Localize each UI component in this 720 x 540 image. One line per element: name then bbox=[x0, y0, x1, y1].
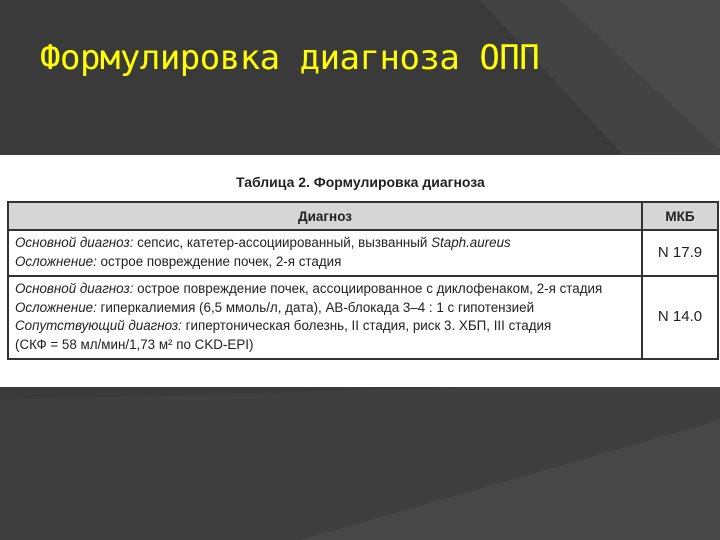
slide-title: Формулировка диагноза ОПП bbox=[40, 38, 540, 78]
table-row bbox=[8, 230, 718, 276]
header-diagnosis: Диагноз bbox=[8, 202, 642, 230]
header-code: МКБ bbox=[642, 202, 718, 230]
line-label: Осложнение: bbox=[15, 253, 97, 269]
line-label: Основной диагноз: bbox=[15, 281, 134, 296]
line-label: Осложнение: bbox=[15, 299, 97, 315]
diagnosis-cell bbox=[8, 276, 642, 359]
line-text: гиперкалиемия (6,5 ммоль/л, дата), АВ-блокада 3–4 : 1 с гипотензией bbox=[96, 299, 535, 315]
table-header-row bbox=[8, 202, 718, 230]
diagnosis-line bbox=[15, 253, 635, 272]
line-text: острое повреждение почек, 2-я стадия bbox=[96, 253, 342, 269]
table-panel bbox=[0, 155, 720, 387]
table-row bbox=[8, 276, 718, 359]
table-caption: Таблица 2. Формулировка диагноза bbox=[236, 174, 485, 190]
diagnosis-cell bbox=[8, 230, 642, 276]
icd-code-cell: N 17.9 bbox=[642, 230, 718, 276]
line-text: (СКФ = 58 мл/мин/1,73 м² по CKD-EPI) bbox=[15, 336, 254, 352]
line-text: острое повреждение почек, ассоциированное с диклофенаком, 2-я стадия bbox=[133, 281, 603, 296]
diagnosis-line bbox=[15, 234, 635, 253]
line-italic: Staph.aureus bbox=[431, 235, 511, 250]
diagnosis-table bbox=[7, 201, 719, 360]
diagnosis-line bbox=[15, 317, 635, 336]
line-text: гипертоническая болезнь, II стадия, риск 3. ХБП, III стадия bbox=[181, 318, 552, 333]
icd-code-cell: N 14.0 bbox=[642, 276, 718, 359]
diagnosis-line bbox=[15, 280, 635, 299]
line-label: Основной диагноз: bbox=[15, 235, 134, 250]
line-label: Сопутствующий диагноз: bbox=[15, 318, 182, 333]
diagnosis-line bbox=[15, 299, 635, 318]
line-text: сепсис, катетер-ассоциированный, вызванный bbox=[133, 235, 432, 250]
diagnosis-line bbox=[15, 336, 635, 355]
